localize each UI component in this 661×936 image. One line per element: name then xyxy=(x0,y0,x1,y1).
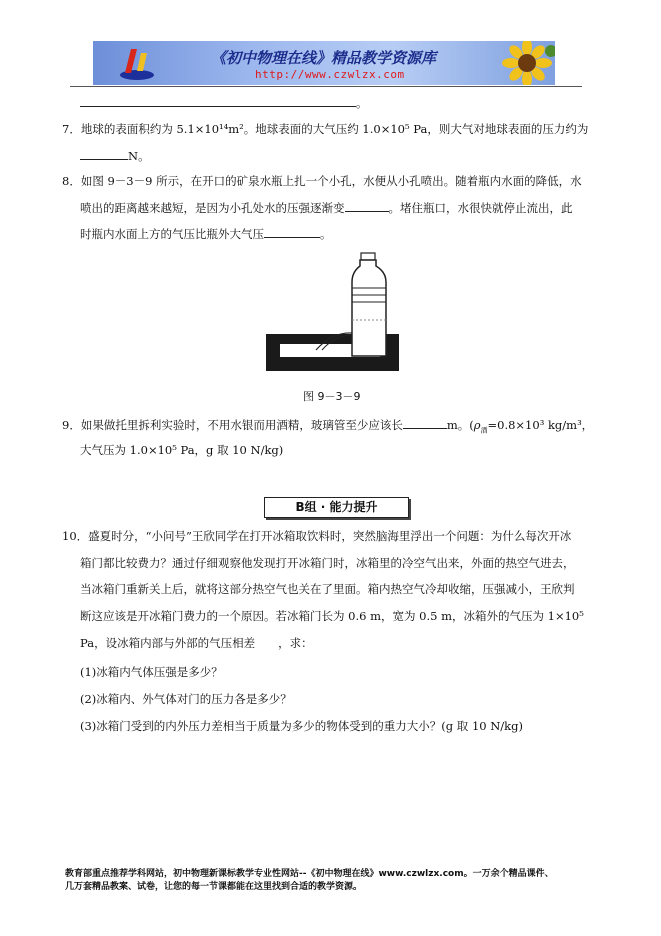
q10-line4: 断这应该是开冰箱门费力的一个原因。若冰箱门长为 0.6 m，宽为 0.5 m，冰箱外的气压为 1×10⁵ xyxy=(80,609,584,623)
q8-line2: 喷出的距离越来越短，是因为小孔处水的压强逐渐变 。堵住瓶口，水很快就停止流出，此 xyxy=(80,201,573,215)
bottle-icon xyxy=(352,253,386,356)
figure-caption: 图 9－3－9 xyxy=(303,390,361,403)
q7-answer-blank[interactable] xyxy=(80,147,128,160)
q8-answer-blank-1[interactable] xyxy=(345,199,389,212)
q10-sub3: (3)冰箱门受到的内外压力差相当于质量为多少的物体受到的重力大小？(g 取 10 N/kg) xyxy=(80,719,523,733)
section-header: B组 · 能力提升 xyxy=(264,497,409,518)
q10-sub1: (1)冰箱内气体压强是多少？ xyxy=(80,665,223,679)
q8-line1: 8．如图 9－3－9 所示，在开口的矿泉水瓶上扎一个小孔，水便从小孔喷出。随着瓶内水面的降低，水 xyxy=(62,174,582,188)
banner-url[interactable]: http://www.czwlzx.com xyxy=(255,68,405,81)
logo-icon xyxy=(117,45,157,83)
bottle-figure xyxy=(262,248,404,376)
q9-answer-blank[interactable] xyxy=(403,416,447,429)
banner-title: 《初中物理在线》精品教学资源库 xyxy=(211,49,437,67)
q10-line3: 当冰箱门重新关上后，就将这部分热空气也关在了里面。箱内热空气冷却收缩，压强减小，王欣判 xyxy=(80,582,575,596)
q7-line2: N。 xyxy=(80,147,150,164)
q7-line1: 7．地球的表面积约为 5.1×10¹⁴m²。地球表面的大气压约 1.0×10⁵ Pa，则大气对地球表面的压力约为 xyxy=(62,122,589,136)
q10-line1: 10．盛夏时分，“小问号”王欣同学在打开冰箱取饮料时，突然脑海里浮出一个问题：为什么每次开冰 xyxy=(62,529,572,543)
q8-line3: 时瓶内水面上方的气压比瓶外大气压 。 xyxy=(80,227,332,241)
header-rule xyxy=(70,86,582,87)
q9-line1: 9．如果做托里拆利实验时，不用水银而用酒精，玻璃管至少应该长 m。($\rho_酒=0.8\times 10^3$ kg/m³， xyxy=(62,418,594,435)
previous-answer-line: 。 xyxy=(80,94,368,111)
footer-line2: 几万套精品教案、试卷，让您的每一节课都能在这里找到合适的教学资源。 xyxy=(65,882,363,892)
sunflower-icon xyxy=(493,41,555,85)
header-banner xyxy=(93,41,555,85)
footer-line1: 教育部重点推荐学科网站，初中物理新课标教学专业性网站--《初中物理在线》www.czwlzx.com。一万余个精品课件、 xyxy=(65,869,554,879)
answer-blank[interactable] xyxy=(80,94,356,107)
q10-sub2: (2)冰箱内、外气体对门的压力各是多少？ xyxy=(80,692,292,706)
q10-line5: Pa，设冰箱内部与外部的气压相差 ，求： xyxy=(80,636,313,650)
q9-line2: 大气压为 1.0×10⁵ Pa，g 取 10 N/kg) xyxy=(80,443,284,457)
q10-line2: 箱门都比较费力？通过仔细观察他发现打开冰箱门时，冰箱里的冷空气出来，外面的热空气进去， xyxy=(80,556,575,570)
q8-answer-blank-2[interactable] xyxy=(264,225,320,238)
